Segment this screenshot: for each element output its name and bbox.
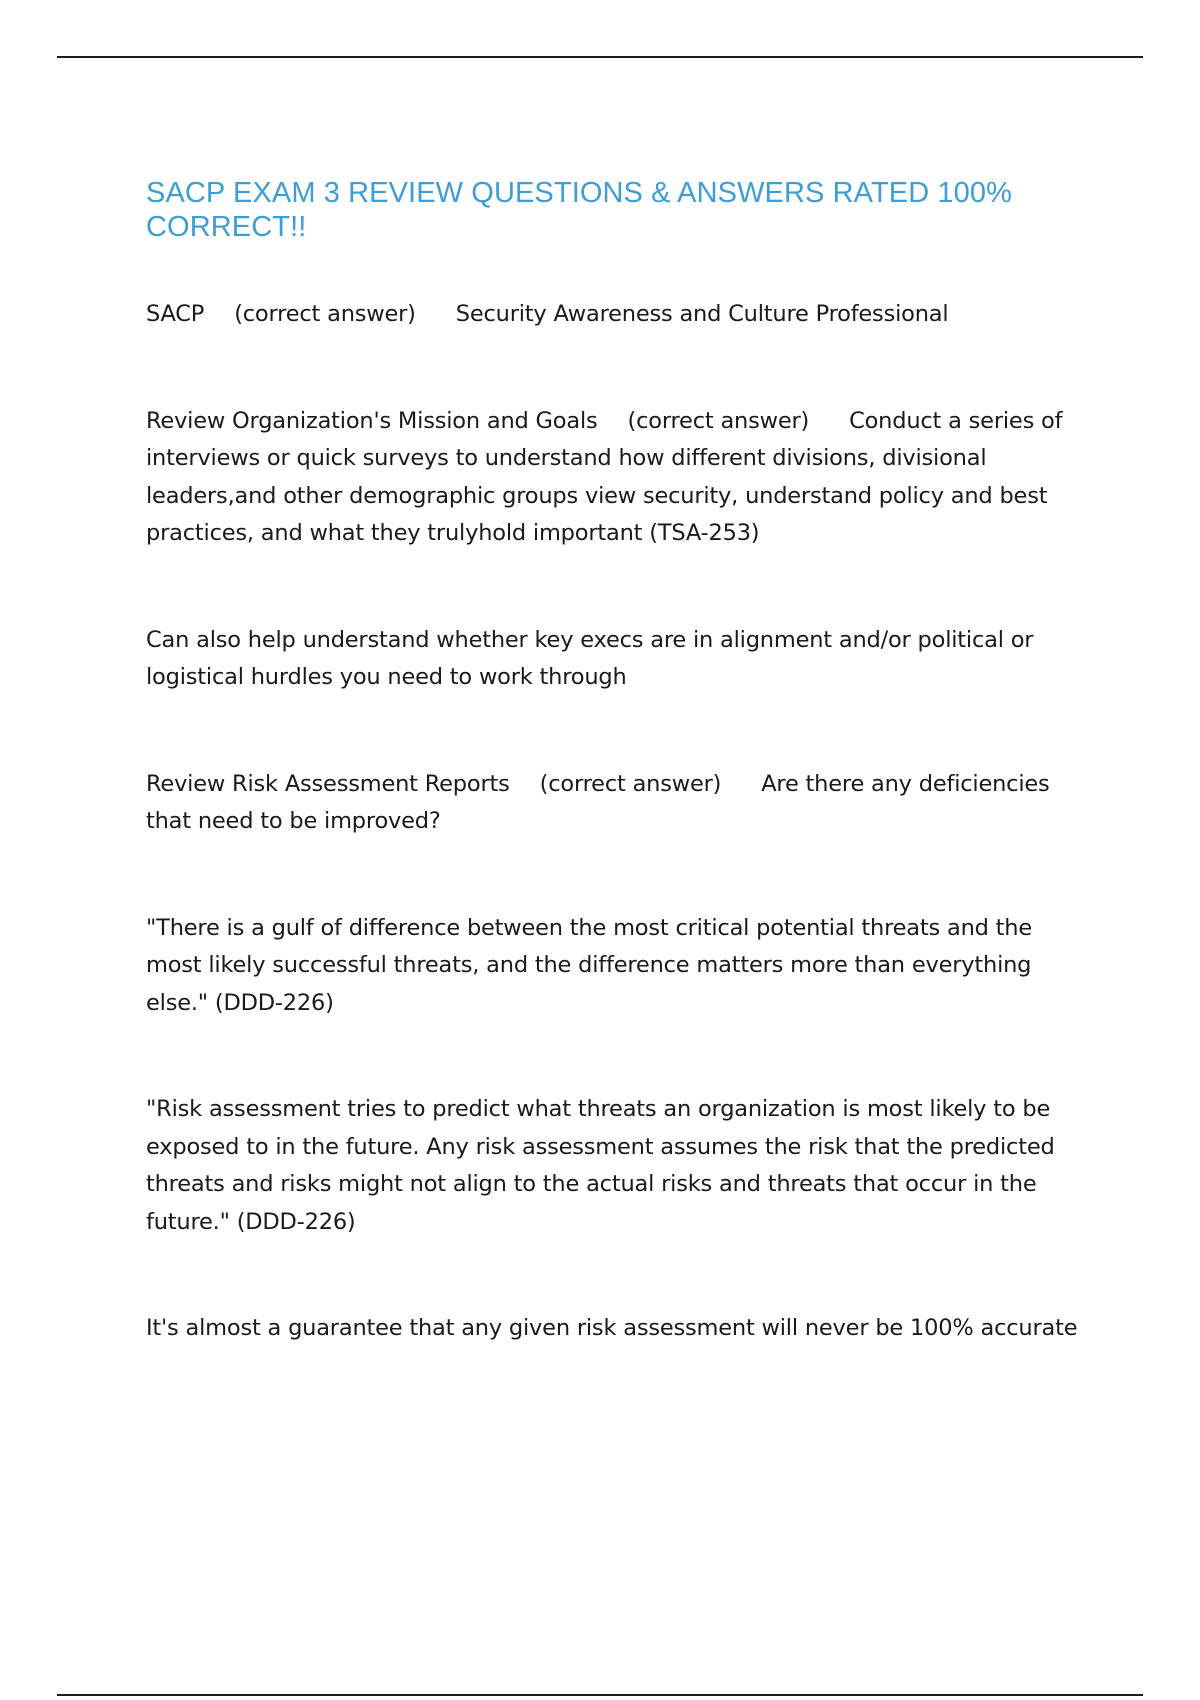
entry-answer: Conduct a series of interviews or quick surveys to understand how different divisions, divisional leaders,and other demographic groups view security, understand policy and best practices, and what they trulyhold important (TSA-253) (146, 407, 1063, 546)
paragraph: It's almost a guarantee that any given risk assessment will never be 100% accurate (146, 1315, 1078, 1341)
bottom-rule (57, 1694, 1143, 1696)
entry-answer: Are there any deficiencies that need to be improved? (146, 770, 1050, 834)
entry-term: Review Risk Assessment Reports (146, 770, 510, 797)
paragraph: Can also help understand whether key execs are in alignment and/or political or logistical hurdles you need to work through (146, 626, 1034, 690)
entry-term: Review Organization's Mission and Goals (146, 407, 598, 434)
top-rule (57, 56, 1143, 58)
qa-entry (146, 403, 1086, 553)
answer-marker: (correct answer) (539, 770, 722, 797)
answer-marker: (correct answer) (234, 301, 416, 327)
qa-entry (146, 766, 1086, 841)
entry-term: SACP (146, 301, 205, 327)
quote-paragraph: "Risk assessment tries to predict what threats an organization is most likely to be exposed to in the future. Any risk assessment assumes the risk that the predicted threats and risks might not align to the actual risks and threats that occur in the future." (DDD-226) (146, 1096, 1055, 1235)
qa-entry (146, 296, 1086, 334)
entry-answer: Security Awareness and Culture Professional (455, 301, 949, 327)
document-body (146, 176, 1086, 1348)
quote-paragraph: "There is a gulf of difference between the most critical potential threats and the most likely successful threats, and the difference matters more than everything else." (DDD-226) (146, 914, 1032, 1016)
answer-marker: (correct answer) (627, 407, 810, 434)
document-title: SACP EXAM 3 REVIEW QUESTIONS & ANSWERS RATED 100% CORRECT!! (146, 177, 1012, 243)
